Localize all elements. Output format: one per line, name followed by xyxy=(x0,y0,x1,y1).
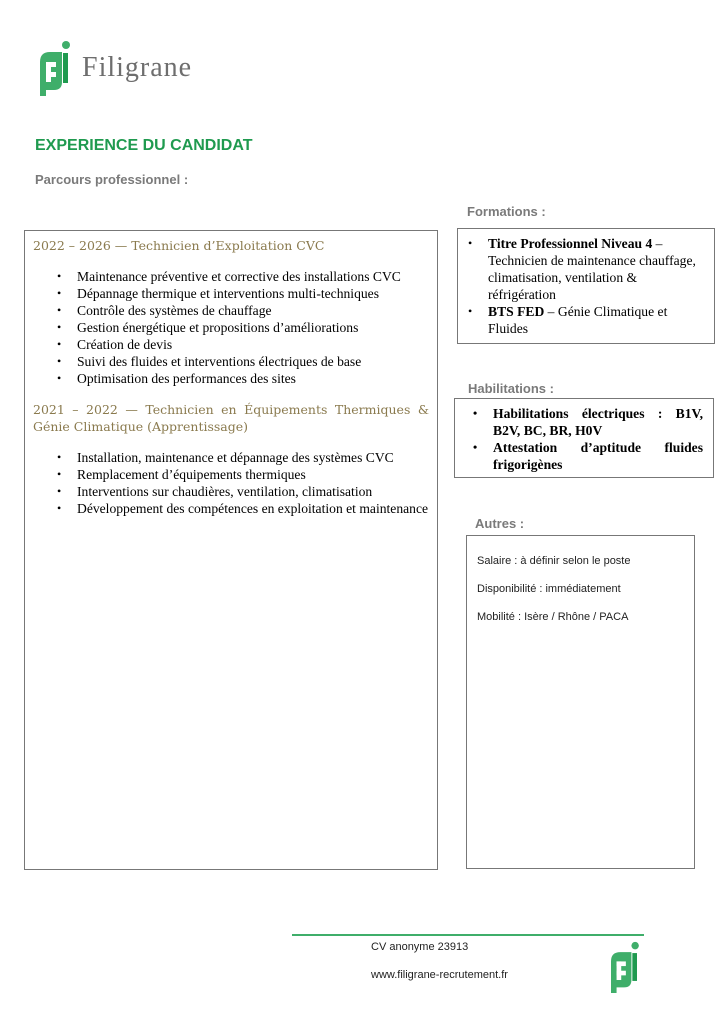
experience-item: • Suivi des fluides et interventions électriques de base xyxy=(77,353,429,370)
experience-item: • Interventions sur chaudières, ventilation, climatisation xyxy=(77,483,429,500)
habilitation-item: • Habilitations électriques : B1V, B2V, BC, BR, H0V xyxy=(493,405,703,439)
experience-item: • Optimisation des performances des sites xyxy=(77,370,429,387)
experience-item: • Maintenance préventive et corrective des installations CVC xyxy=(77,268,429,285)
formation-detail: – Technicien de maintenance chauffage, climatisation, ventilation & réfrigération xyxy=(488,236,696,302)
formation-item xyxy=(488,235,704,303)
section-subtitle: Parcours professionnel : xyxy=(35,172,189,187)
experience-item: • Création de devis xyxy=(77,336,429,353)
experience-title: 2021 – 2022 — Technicien en Équipements Thermiques & Génie Climatique (Apprentissage) xyxy=(33,402,429,434)
salary-info: Salaire : à définir selon le poste xyxy=(477,555,631,567)
experience-item: • Développement des compétences en exploitation et maintenance xyxy=(77,500,429,517)
experience-item: • Gestion énergétique et propositions d’améliorations xyxy=(77,319,429,336)
section-title: EXPERIENCE DU CANDIDAT xyxy=(35,137,253,154)
formations-box xyxy=(457,228,715,344)
brand-logo xyxy=(36,40,216,100)
formation-name: BTS FED xyxy=(488,304,545,319)
experience-item: • Contrôle des systèmes de chauffage xyxy=(77,302,429,319)
habilitation-item: • Attestation d’aptitude fluides frigorigènes xyxy=(493,439,703,473)
filigrane-logo-icon xyxy=(607,941,641,993)
footer-divider xyxy=(292,934,644,936)
mobility-info: Mobilité : Isère / Rhône / PACA xyxy=(477,611,629,623)
cv-id: CV anonyme 23913 xyxy=(371,941,469,953)
experience-item: • Dépannage thermique et interventions multi-techniques xyxy=(77,285,429,302)
formations-label: Formations : xyxy=(467,204,546,219)
formation-name: Titre Professionnel Niveau 4 xyxy=(488,236,653,251)
formation-item xyxy=(488,303,704,337)
experience-box xyxy=(24,230,438,870)
experience-item: • Installation, maintenance et dépannage des systèmes CVC xyxy=(77,449,429,466)
brand-name: Filigrane xyxy=(82,52,193,83)
habilitations-box xyxy=(454,398,714,478)
formation-detail: – Génie Climatique et Fluides xyxy=(488,304,668,336)
experience-list xyxy=(33,449,429,517)
autres-box xyxy=(466,535,695,869)
experience-title: 2022 – 2026 — Technicien d’Exploitation CVC xyxy=(33,238,325,253)
experience-item: • Remplacement d’équipements thermiques xyxy=(77,466,429,483)
formations-list xyxy=(488,235,704,337)
filigrane-logo-icon xyxy=(36,40,72,96)
website-link[interactable]: www.filigrane-recrutement.fr xyxy=(371,969,508,981)
habilitations-list xyxy=(493,405,703,473)
autres-label: Autres : xyxy=(475,516,525,531)
availability-info: Disponibilité : immédiatement xyxy=(477,583,621,595)
experience-list xyxy=(33,268,429,387)
habilitations-label: Habilitations : xyxy=(468,381,554,396)
